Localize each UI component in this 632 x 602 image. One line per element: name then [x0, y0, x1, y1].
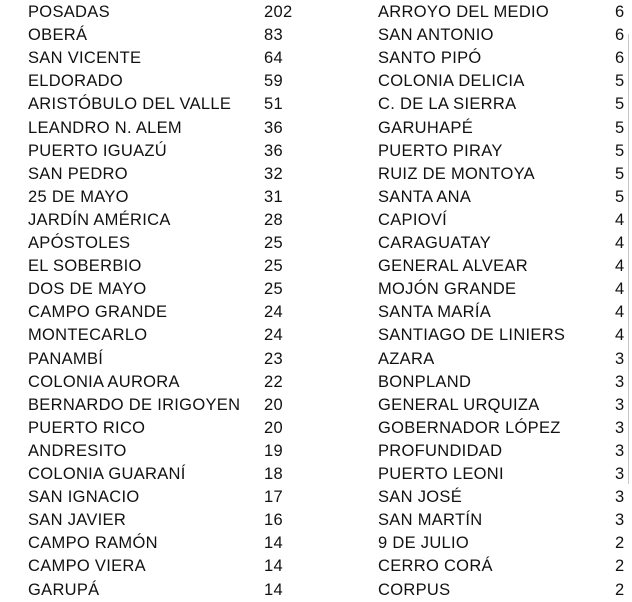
municipality-count: 4 — [615, 280, 625, 299]
municipality-count: 24 — [264, 303, 283, 322]
municipality-name: PROFUNDIDAD — [378, 441, 503, 460]
municipality-name: SANTO PIPÓ — [378, 49, 482, 68]
municipality-count: 6 — [615, 26, 625, 45]
municipality-name: PUERTO LEONI — [378, 465, 504, 483]
municipality-count: 28 — [264, 210, 283, 229]
municipality-count: 22 — [264, 372, 283, 391]
municipality-name: JARDÍN AMÉRICA — [28, 210, 171, 229]
municipality-count: 4 — [615, 326, 625, 345]
municipality-count: 36 — [264, 118, 283, 137]
municipality-name: PUERTO PIRAY — [378, 141, 503, 160]
municipality-name: ARISTÓBULO DEL VALLE — [28, 95, 232, 114]
municipality-name: SAN JOSÉ — [378, 488, 463, 507]
municipality-name: OBERÁ — [28, 26, 88, 45]
municipality-count: 2 — [615, 580, 625, 599]
municipality-count: 3 — [615, 441, 625, 460]
municipality-name: SANTA ANA — [378, 187, 472, 206]
municipality-count: 5 — [615, 72, 625, 91]
municipality-count: 3 — [615, 488, 625, 507]
municipality-name: SAN ANTONIO — [378, 26, 494, 45]
municipality-name: GARUPÁ — [28, 580, 100, 599]
municipality-count: 3 — [615, 418, 625, 437]
municipality-name: POSADAS — [28, 3, 110, 21]
municipality-count: 32 — [264, 164, 283, 183]
municipality-name: SANTA MARÍA — [378, 303, 492, 322]
municipality-count: 83 — [264, 26, 283, 45]
column-edge-divider — [628, 34, 629, 484]
municipality-name: CAMPO VIERA — [28, 557, 146, 576]
municipality-name: PUERTO RICO — [28, 418, 146, 437]
municipality-name: CARAGUATAY — [378, 234, 492, 252]
municipality-count: 5 — [615, 118, 625, 137]
municipality-name: ARROYO DEL MEDIO — [378, 3, 550, 21]
municipality-name: CERRO CORÁ — [378, 557, 493, 576]
municipality-count: 2 — [615, 534, 625, 553]
municipality-name: RUIZ DE MONTOYA — [378, 164, 535, 183]
municipality-count: 3 — [615, 465, 625, 483]
municipality-name: SANTIAGO DE LINIERS — [378, 326, 566, 345]
municipality-name: GARUHAPÉ — [378, 118, 474, 137]
municipality-count: 36 — [264, 141, 283, 160]
municipality-count: 64 — [264, 49, 283, 68]
municipality-name: COLONIA GUARANÍ — [28, 465, 186, 483]
municipality-name: BONPLAND — [378, 372, 472, 391]
municipality-count: 3 — [615, 511, 625, 530]
municipality-name: ANDRESITO — [28, 441, 127, 460]
municipality-count: 25 — [264, 234, 283, 252]
municipality-count: 4 — [615, 210, 625, 229]
municipality-name: SAN JAVIER — [28, 511, 127, 530]
municipality-name: AZARA — [378, 349, 435, 368]
municipality-name: COLONIA AURORA — [28, 372, 180, 391]
municipality-count: 14 — [264, 534, 283, 553]
municipality-name: SAN IGNACIO — [28, 488, 140, 507]
municipality-name: 25 DE MAYO — [28, 187, 129, 206]
municipality-name: CAMPO GRANDE — [28, 303, 168, 322]
municipality-count: 51 — [264, 95, 283, 114]
municipality-count: 6 — [615, 3, 625, 21]
municipality-count: 3 — [615, 372, 625, 391]
municipality-count: 20 — [264, 418, 283, 437]
municipality-count: 5 — [615, 187, 625, 206]
municipality-name: MONTECARLO — [28, 326, 148, 345]
municipality-count: 6 — [615, 49, 625, 68]
municipality-name: SAN MARTÍN — [378, 511, 483, 530]
municipality-name: SAN PEDRO — [28, 164, 128, 183]
municipality-count: 23 — [264, 349, 283, 368]
municipality-name: GOBERNADOR LÓPEZ — [378, 418, 561, 437]
municipality-count: 5 — [615, 164, 625, 183]
municipality-count: 5 — [615, 95, 625, 114]
municipality-count: 14 — [264, 580, 283, 599]
municipality-name: APÓSTOLES — [28, 234, 131, 252]
municipality-count: 3 — [615, 395, 625, 414]
municipality-count: 4 — [615, 303, 625, 322]
municipality-count: 16 — [264, 511, 283, 530]
municipality-count: 4 — [615, 234, 625, 252]
municipality-count: 3 — [615, 349, 625, 368]
municipality-name: SAN VICENTE — [28, 49, 142, 68]
municipality-count: 19 — [264, 441, 283, 460]
municipality-count: 5 — [615, 141, 625, 160]
municipality-count: 24 — [264, 326, 283, 345]
municipality-name: GENERAL ALVEAR — [378, 257, 529, 276]
municipality-count: 31 — [264, 187, 283, 206]
municipality-name: CAMPO RAMÓN — [28, 534, 158, 553]
municipality-name: CAPIOVÍ — [378, 210, 448, 229]
municipality-name: GENERAL URQUIZA — [378, 395, 540, 414]
municipality-name: COLONIA DELICIA — [378, 72, 525, 91]
municipality-name: 9 DE JULIO — [378, 534, 470, 553]
municipality-count: 14 — [264, 557, 283, 576]
municipality-name: DOS DE MAYO — [28, 280, 147, 299]
municipality-name: MOJÓN GRANDE — [378, 280, 517, 299]
municipality-name: C. DE LA SIERRA — [378, 95, 517, 114]
municipality-name: PUERTO IGUAZÚ — [28, 141, 167, 160]
municipality-name: LEANDRO N. ALEM — [28, 118, 182, 137]
municipality-name: CORPUS — [378, 580, 451, 599]
municipality-count: 202 — [264, 3, 293, 21]
municipality-name: EL SOBERBIO — [28, 257, 142, 276]
municipality-count: 25 — [264, 257, 283, 276]
municipality-name: PANAMBÍ — [28, 349, 104, 368]
municipality-count: 4 — [615, 257, 625, 276]
municipality-name: BERNARDO DE IRIGOYEN — [28, 395, 241, 414]
municipality-name: ELDORADO — [28, 72, 124, 91]
municipality-count: 2 — [615, 557, 625, 576]
municipality-count: 20 — [264, 395, 283, 414]
municipality-count: 17 — [264, 488, 283, 507]
municipality-count: 59 — [264, 72, 283, 91]
municipality-count: 18 — [264, 465, 283, 483]
municipality-count: 25 — [264, 280, 283, 299]
